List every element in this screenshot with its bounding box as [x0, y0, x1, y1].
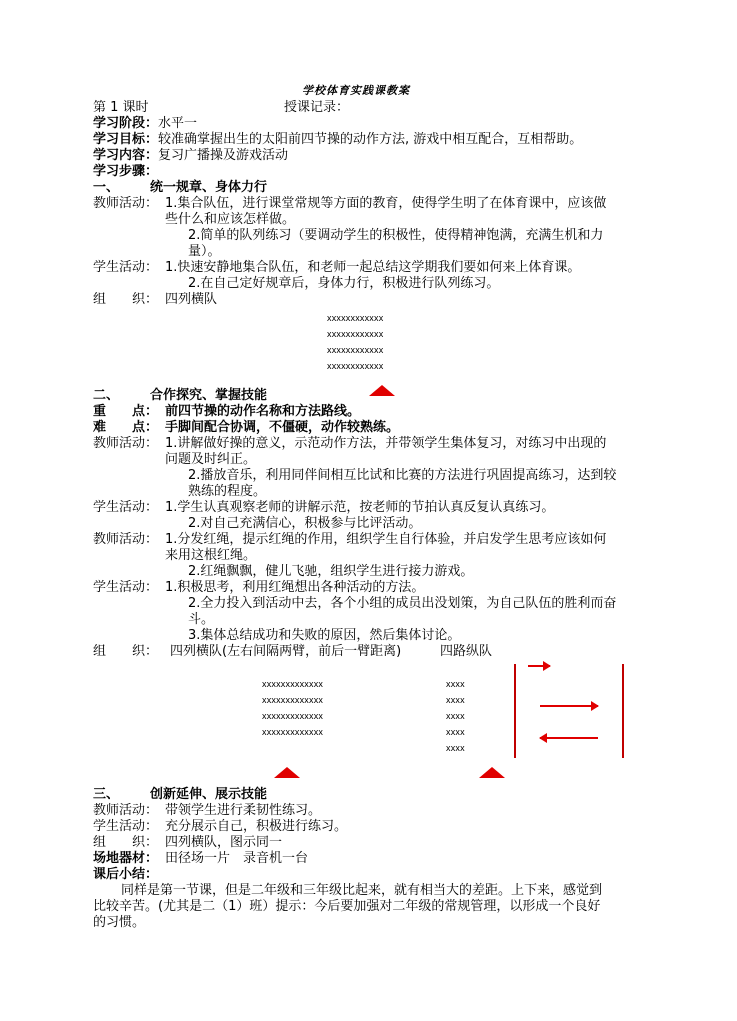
- section2-heading: 合作探究、掌握技能: [150, 388, 268, 403]
- s2-student-5: 3.集体总结成功和失败的原因，然后集体讨论。: [188, 628, 461, 643]
- formation-row: xxxxxxxxxxxx: [327, 329, 384, 339]
- formation-row: xxxxxxxxxxxxx: [262, 711, 324, 721]
- s2-teacher-2a: 2.播放音乐，利用同伴间相互比试和比赛的方法进行巩固提高练习，达到较: [188, 468, 617, 483]
- formation-row: xxxxxxxxxxxx: [327, 313, 384, 323]
- page-title: 学校体育实践课教案: [302, 84, 410, 97]
- equip-value: 田径场一片 录音机一台: [165, 851, 309, 866]
- summary-label: 课后小结：: [93, 867, 159, 882]
- stage-label: 学习阶段：: [93, 116, 159, 131]
- s1-teacher-1a: 1.集合队伍，进行课堂常规等方面的教育，使得学生明了在体育课中，应该做: [165, 196, 607, 211]
- s2-student-1: 1.学生认真观察老师的讲解示范，按老师的节拍认真反复认真练习。: [165, 500, 555, 515]
- s1-student-2: 2.在自己定好规章后，身体力行，积极进行队列练习。: [188, 276, 500, 291]
- goal-label: 学习目标：: [93, 132, 159, 147]
- triangle-marker-icon: [369, 385, 395, 396]
- s3-teacher-label: 教师活动：: [93, 803, 159, 818]
- s3-org-label: 组 织：: [93, 835, 159, 850]
- stage-row: [93, 116, 197, 132]
- s2-teacher-4: 2.红绳飘飘，健儿飞驰，组织学生进行接力游戏。: [188, 564, 474, 579]
- formation-row: xxxxxxxxxxxx: [327, 361, 384, 371]
- content-row: [93, 148, 288, 164]
- column-cell: xxxx: [446, 743, 465, 753]
- column-cell: xxxx: [446, 679, 465, 689]
- triangle-marker-icon: [274, 767, 300, 778]
- s1-student-1: 1.快速安静地集合队伍，和老师一起总结这学期我们要如何来上体育课。: [165, 260, 581, 275]
- s3-org-value: 四列横队，图示同一: [165, 835, 283, 850]
- goal-row: [93, 132, 582, 148]
- s2-teacher-3b: 来用这根红绳。: [165, 548, 257, 563]
- s2-student-4a: 2.全力投入到活动中去，各个小组的成员出没划策，为自己队伍的胜利而奋: [188, 596, 617, 611]
- s2-key-value: 前四节操的动作名称和方法路线。: [165, 404, 361, 419]
- steps-label: 学习步骤：: [93, 164, 159, 179]
- section1-number: 一、: [93, 180, 120, 195]
- section3-number: 三、: [93, 787, 120, 802]
- s1-org-label: 组 织：: [93, 292, 159, 307]
- stage-value: 水平一: [158, 116, 198, 131]
- summary-line-1: 同样是第一节课，但是二年级和三年级比起来，就有相当大的差距。上下来，感觉到: [121, 883, 603, 898]
- s1-teacher-label: 教师活动：: [93, 196, 159, 211]
- formation-row: xxxxxxxxxxxx: [327, 345, 384, 355]
- arrow-right-icon: [540, 705, 598, 707]
- formation-row: xxxxxxxxxxxxx: [262, 695, 324, 705]
- s3-teacher: 带领学生进行柔韧性练习。: [165, 803, 322, 818]
- s2-org-value-2: 四路纵队: [440, 644, 493, 659]
- lane-line-right: [622, 664, 624, 758]
- formation-row: xxxxxxxxxxxxx: [262, 727, 324, 737]
- s1-teacher-2b: 量）。: [188, 244, 221, 259]
- summary-line-3: 的习惯。: [93, 915, 146, 930]
- s2-diff-label: 难 点：: [93, 420, 159, 435]
- record-label: 授课记录：: [284, 100, 350, 115]
- s2-org-value: 四列横队(左右间隔两臂，前后一臂距离): [170, 644, 402, 659]
- lane-line-left: [514, 664, 516, 758]
- s3-student: 充分展示自己，积极进行练习。: [165, 819, 348, 834]
- content-label: 学习内容：: [93, 148, 159, 163]
- section1-heading: 统一规章、身体力行: [150, 180, 268, 195]
- s2-diff-value: 手脚间配合协调，不僵硬，动作较熟练。: [165, 420, 400, 435]
- s2-student-label-2: 学生活动：: [93, 580, 159, 595]
- content-value: 复习广播操及游戏活动: [158, 148, 289, 163]
- column-cell: xxxx: [446, 727, 465, 737]
- section3-heading: 创新延伸、展示技能: [150, 787, 268, 802]
- equip-label: 场地器材：: [93, 851, 159, 866]
- s1-teacher-2a: 2.简单的队列练习（要调动学生的积极性，使得精神饱满，充满生机和力: [188, 228, 604, 243]
- s1-teacher-1b: 些什么和应该怎样做。: [165, 212, 296, 227]
- column-cell: xxxx: [446, 695, 465, 705]
- arrow-right-icon: [528, 665, 550, 667]
- s2-student-2: 2.对自己充满信心，积极参与比评活动。: [188, 516, 422, 531]
- formation-row: xxxxxxxxxxxxx: [262, 679, 324, 689]
- triangle-marker-icon: [479, 767, 505, 778]
- s2-teacher-1a: 1.讲解做好操的意义，示范动作方法，并带领学生集体复习，对练习中出现的: [165, 436, 607, 451]
- summary-line-2: 比较辛苦。(尤其是二（1）班）提示：今后要加强对二年级的常规管理，以形成一个良好: [93, 899, 601, 914]
- s2-teacher-3a: 1.分发红绳，提示红绳的作用，组织学生自行体验，并启发学生思考应该如何: [165, 532, 607, 547]
- s2-key-label: 重 点：: [93, 404, 159, 419]
- s2-student-4b: 斗。: [188, 612, 215, 627]
- lesson-number: 第 1 课时: [93, 100, 149, 115]
- s2-teacher-1b: 问题及时纠正。: [165, 452, 257, 467]
- s2-student-label: 学生活动：: [93, 500, 159, 515]
- s3-student-label: 学生活动：: [93, 819, 159, 834]
- s2-teacher-label-2: 教师活动：: [93, 532, 159, 547]
- s2-teacher-label: 教师活动：: [93, 436, 159, 451]
- s2-org-label: 组 织：: [93, 644, 159, 659]
- section2-number: 二、: [93, 388, 120, 403]
- s1-student-label: 学生活动：: [93, 260, 159, 275]
- arrow-left-icon: [540, 737, 598, 739]
- s2-teacher-2b: 熟练的程度。: [188, 484, 267, 499]
- s1-org-value: 四列横队: [165, 292, 218, 307]
- s2-student-3: 1.积极思考，利用红绳想出各种活动的方法。: [165, 580, 425, 595]
- column-cell: xxxx: [446, 711, 465, 721]
- goal-value: 较准确掌握出生的太阳前四节操的动作方法, 游戏中相互配合，互相帮助。: [158, 132, 583, 147]
